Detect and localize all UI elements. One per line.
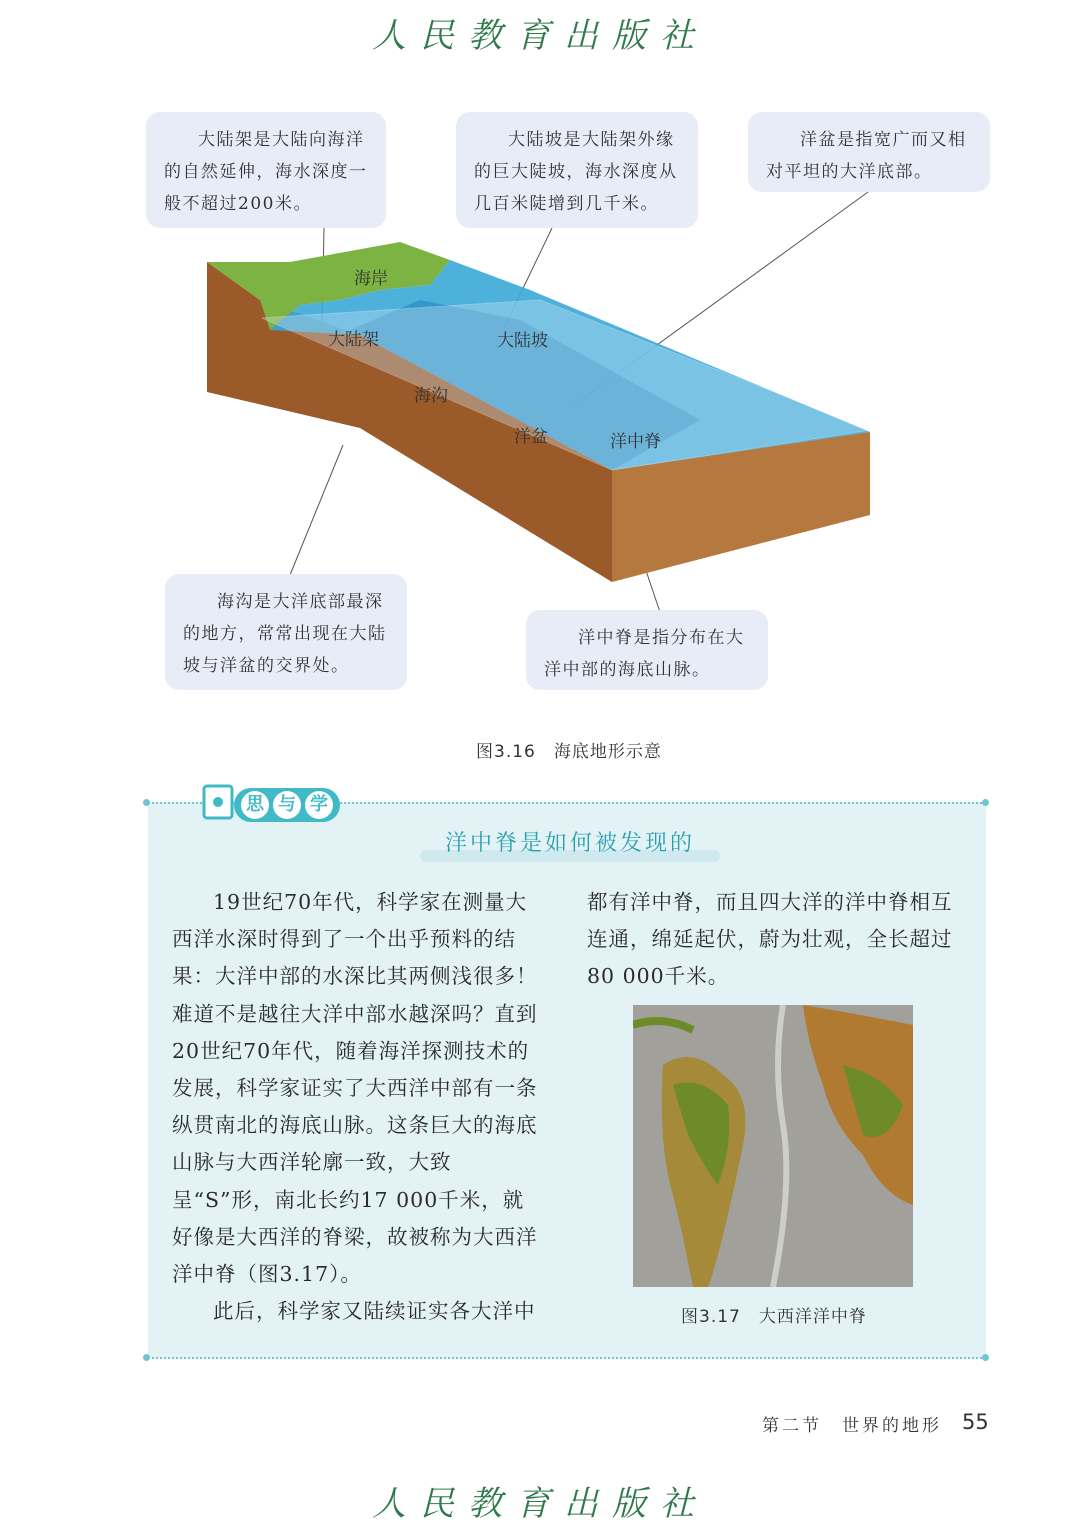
publisher-logo-bottom: 人民教育出版社	[372, 1484, 708, 1524]
label-basin: 洋盆	[514, 427, 548, 447]
callout-mid-ocean-ridge	[526, 610, 768, 690]
callout-continental-shelf-text: 大陆架是大陆向海洋的自然延伸，海水深度一般不超过200米。	[164, 130, 368, 214]
box-corner-dot	[982, 1354, 989, 1361]
figure-3-17-map-image	[633, 1005, 913, 1287]
callout-trench-text: 海沟是大洋底部最深的地方，常常出现在大陆坡与洋盆的交界处。	[183, 592, 387, 676]
leader-line-trench	[290, 445, 343, 575]
paragraph-2: 此后，科学家又陆续证实各大洋中	[213, 1299, 536, 1324]
label-coast: 海岸	[354, 269, 388, 289]
callout-continental-slope	[456, 112, 698, 228]
label-shelf: 大陆架	[328, 330, 379, 350]
think-box-left-column	[172, 884, 544, 1330]
label-ridge: 洋中脊	[610, 432, 661, 452]
label-trench: 海沟	[414, 386, 448, 406]
callout-continental-shelf	[146, 112, 386, 228]
think-box-title	[420, 826, 720, 857]
badge-char-2: 与	[273, 791, 301, 819]
badge-char-3: 学	[305, 791, 333, 819]
badge-char-1: 思	[241, 791, 269, 819]
figure-3-17-caption: 图3.17 大西洋洋中脊	[681, 1307, 867, 1327]
think-box-title-text: 洋中脊是如何被发现的	[444, 831, 695, 856]
callout-ocean-basin-text: 洋盆是指宽广而又相对平坦的大洋底部。	[766, 130, 967, 182]
box-corner-dot	[143, 1354, 150, 1361]
publisher-logo-top: 人民教育出版社	[372, 16, 708, 56]
callout-continental-slope-text: 大陆坡是大陆架外缘的巨大陡坡，海水深度从几百米陡增到几千米。	[474, 130, 678, 214]
paragraph-1: 19世纪70年代，科学家在测量大西洋水深时得到了一个出乎预料的结果：大洋中部的水深比其两侧浅很多！难道不是越往大洋中部水越深吗？直到20世纪70年代，随着海洋探测技术的发展，科学家证实了大西洋中部有一条纵贯南北的海底山脉。这条巨大的海底山脉与大西洋轮廓一致，大致呈“S”形，南北长约17 000千米，就好像是大西洋的脊梁，故被称为大西洋洋中脊（图3.17）。	[172, 890, 538, 1287]
callout-mid-ocean-ridge-text: 洋中脊是指分布在大洋中部的海底山脉。	[544, 628, 745, 680]
think-and-learn-badge	[200, 780, 340, 822]
callout-trench	[165, 574, 407, 690]
figure-3-16-caption: 图3.16 海底地形示意	[476, 742, 662, 762]
box-corner-dot	[143, 799, 150, 806]
label-slope: 大陆坡	[497, 331, 548, 351]
badge-pill	[234, 788, 340, 822]
paragraph-2-continued: 都有洋中脊，而且四大洋的洋中脊相互连通，绵延起伏，蔚为壮观，全长超过80 000千米。	[587, 890, 953, 989]
callout-ocean-basin	[748, 112, 990, 192]
box-bottom-dotted-line	[148, 1357, 986, 1359]
box-corner-dot	[982, 799, 989, 806]
think-box-right-column	[587, 884, 961, 996]
page-number: 55	[962, 1410, 989, 1434]
footer-section-title: 第二节 世界的地形	[762, 1416, 942, 1436]
